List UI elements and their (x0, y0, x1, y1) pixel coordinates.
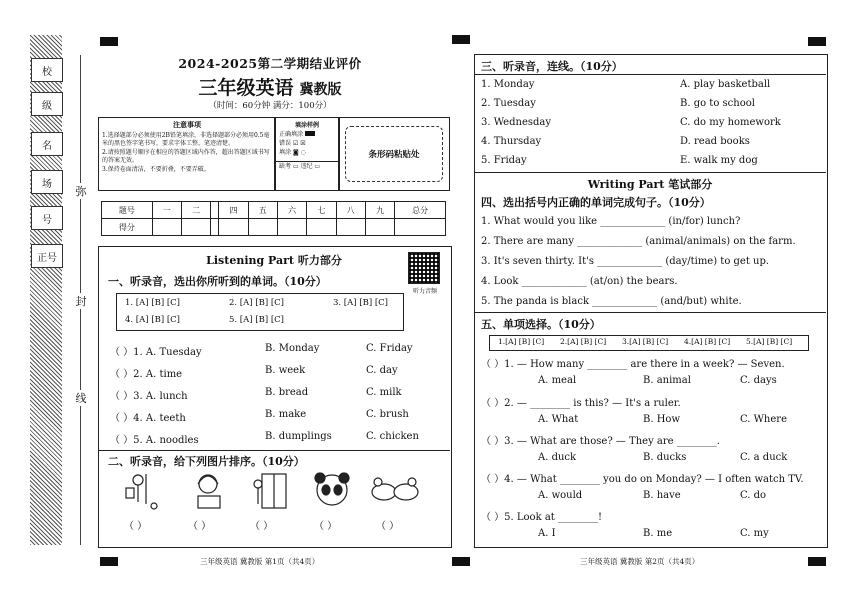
panda-picture (315, 473, 349, 505)
fill-wrong2: 填涂 ◙ ◌ (279, 149, 306, 156)
seal-char-feng: 封 (72, 293, 90, 309)
notice-item: 3.保持卷面清洁，不要折叠，不要弄破。 (102, 165, 210, 173)
q1-item: （ ）1. A. Tuesday (110, 347, 202, 358)
q1-item: （ ）5. A. noodles (110, 435, 199, 446)
divider (474, 74, 826, 75)
q5-opt[interactable]: B. me (643, 528, 673, 539)
field-seat: 号 (31, 206, 63, 230)
q5-item: （ ）3. — What are those? — They are ________. (481, 436, 720, 447)
notice-heading: 注意事项 (173, 120, 201, 129)
match-left[interactable]: 2. Tuesday (481, 98, 536, 109)
field-room: 场 (31, 170, 63, 194)
match-right[interactable]: B. go to school (680, 98, 755, 109)
q5-opt[interactable]: A. What (538, 414, 579, 425)
qr-code[interactable] (408, 252, 440, 284)
match-left[interactable]: 5. Friday (481, 155, 527, 166)
divider (474, 172, 826, 173)
seal-char-mi: 弥 (72, 183, 90, 199)
q1-opt: C. brush (366, 409, 409, 420)
order-blank[interactable]: （ ） (124, 521, 148, 532)
q1-opt: C. chicken (366, 431, 419, 442)
field-name: 名 (31, 132, 63, 156)
fill-correct: 正确填涂 (275, 130, 339, 139)
order-blank[interactable]: （ ） (376, 521, 400, 532)
q5-item: （ ）5. Look at ________! (481, 512, 602, 523)
q5-item: （ ）2. — ________ is this? — It's a ruler. (481, 398, 681, 409)
listening-title: Listening Part 听力部分 (206, 254, 342, 267)
door-picture (254, 474, 286, 508)
notice-box (98, 117, 276, 191)
exam-title: 2024-2025第二学期结业评价 (178, 56, 362, 71)
corner-marker (452, 35, 470, 44)
q5-opt[interactable]: B. ducks (643, 452, 687, 463)
q1-opt: C. day (366, 365, 398, 376)
q5-opt[interactable]: C. a duck (740, 452, 788, 463)
q5-item: （ ）1. — How many ________ are there in a week? — Seven. (481, 359, 785, 370)
q5-opt[interactable]: A. meal (538, 375, 577, 386)
score-table: 题号 一 二 四 五 六 七 八 九 总分 得分 (101, 201, 446, 236)
q5-opt[interactable]: A. would (538, 490, 583, 501)
section-4-title: 四、选出括号内正确的单词完成句子。（10分） (481, 196, 711, 209)
notice-item: 2.请按照题号顺序在相应的答题区域内作答，超出答题区域书写的答案无效。 (102, 148, 270, 164)
q1-opt: C. Friday (366, 343, 413, 354)
q5-opt[interactable]: A. I (538, 528, 556, 539)
q5-opt[interactable]: B. How (643, 414, 681, 425)
edition: 冀教版 (299, 82, 342, 98)
q1-item: （ ）2. A. time (110, 369, 183, 380)
q1-opt: B. Monday (265, 343, 320, 354)
match-left[interactable]: 1. Monday (481, 79, 535, 90)
subject-title (100, 73, 440, 100)
answer-grid-1: 1. [A] [B] [C] 2. [A] [B] [C] 3. [A] [B] [C] 4. [A] [B] [C] 5. [A] [B] [C] (116, 293, 404, 331)
q5-item: （ ）4. — What ________ you do on Monday? — I often watch TV. (481, 474, 804, 485)
qr-label: 听力音频 (412, 288, 437, 295)
q4-item[interactable]: 5. The panda is black _____________ (and/but) white. (481, 296, 742, 307)
sheep-picture (372, 478, 418, 500)
section-3-title: 三、听录音，连线。（10分） (481, 60, 623, 73)
time-info: （时间：60分钟 满分：100分） (208, 101, 332, 111)
fill-absent: 缺考 ▭ 违纪 ▭ (275, 161, 339, 171)
section-5-title: 五、单项选择。（10分） (481, 318, 601, 331)
footer-page2: 三年级英语 冀教版 第2页（共4页） (580, 557, 700, 566)
field-id: 正号 (31, 244, 63, 268)
corner-marker (808, 557, 826, 566)
order-blank[interactable]: （ ） (314, 521, 338, 532)
q1-opt: B. bread (265, 387, 309, 398)
match-right[interactable]: E. walk my dog (680, 155, 758, 166)
corner-marker (100, 37, 118, 46)
picture-row (120, 470, 440, 512)
order-blank[interactable]: （ ） (188, 521, 212, 532)
notice-item: 1.选择题部分必须使用2B铅笔填涂，非选择题部分必须用0.5毫米的黑色签字笔书写，要求字体工整、笔迹清楚。 (102, 131, 270, 147)
divider (474, 312, 826, 313)
q5-opt[interactable]: A. duck (538, 452, 577, 463)
match-left[interactable]: 3. Wednesday (481, 117, 552, 128)
girl-picture (198, 475, 220, 508)
match-right[interactable]: D. read books (680, 136, 750, 147)
q1-opt: C. milk (366, 387, 402, 398)
corner-marker (808, 37, 826, 46)
q4-item[interactable]: 3. It's seven thirty. It's _____________ (day/time) to get up. (481, 256, 770, 267)
section-1-title: 一、听录音，选出你所听到的单词。（10分） (108, 275, 327, 288)
seal-char-xian: 线 (72, 390, 90, 406)
writing-title: Writing Part 笔试部分 (587, 178, 713, 191)
q4-item[interactable]: 1. What would you like _____________ (in/for) lunch? (481, 216, 741, 227)
q5-opt[interactable]: C. days (740, 375, 777, 386)
q1-opt: B. make (265, 409, 307, 420)
q1-opt: B. week (265, 365, 306, 376)
q5-opt[interactable]: B. animal (643, 375, 691, 386)
corner-marker (100, 557, 118, 566)
q5-opt[interactable]: C. my (740, 528, 769, 539)
q5-opt[interactable]: C. Where (740, 414, 787, 425)
field-class: 级 (31, 92, 63, 116)
match-right[interactable]: A. play basketball (680, 79, 771, 90)
fill-heading: 填涂样例 (294, 122, 319, 129)
q4-item[interactable]: 2. There are many _____________ (animal/animals) on the farm. (481, 236, 796, 247)
barcode-box (338, 117, 450, 191)
q5-opt[interactable]: B. have (643, 490, 681, 501)
order-blank[interactable]: （ ） (250, 521, 274, 532)
footer-page1: 三年级英语 冀教版 第1页（共4页） (200, 557, 320, 566)
cleaning-picture (126, 474, 157, 509)
fill-wrong: 错误 ☑ ☒ (279, 140, 306, 147)
q1-opt: B. dumplings (265, 431, 332, 442)
field-school: 校 (31, 58, 63, 82)
q5-opt[interactable]: C. do (740, 490, 767, 501)
fill-sample-box (274, 117, 340, 191)
match-right[interactable]: C. do my homework (680, 117, 781, 128)
q1-item: （ ）3. A. lunch (110, 391, 188, 402)
divider (98, 450, 450, 451)
q1-item: （ ）4. A. teeth (110, 413, 186, 424)
answer-grid-5: 1.[A] [B] [C] 2.[A] [B] [C] 3.[A] [B] [C] 4.[A] [B] [C] 5.[A] [B] [C] (489, 335, 809, 351)
corner-marker (452, 557, 470, 566)
match-left[interactable]: 4. Thursday (481, 136, 542, 147)
subject: 三年级英语 (198, 77, 294, 99)
barcode-label: 条形码粘贴处 (345, 126, 443, 182)
section-2-title: 二、听录音，给下列图片排序。（10分） (108, 455, 305, 468)
q4-item[interactable]: 4. Look _____________ (at/on) the bears. (481, 276, 678, 287)
